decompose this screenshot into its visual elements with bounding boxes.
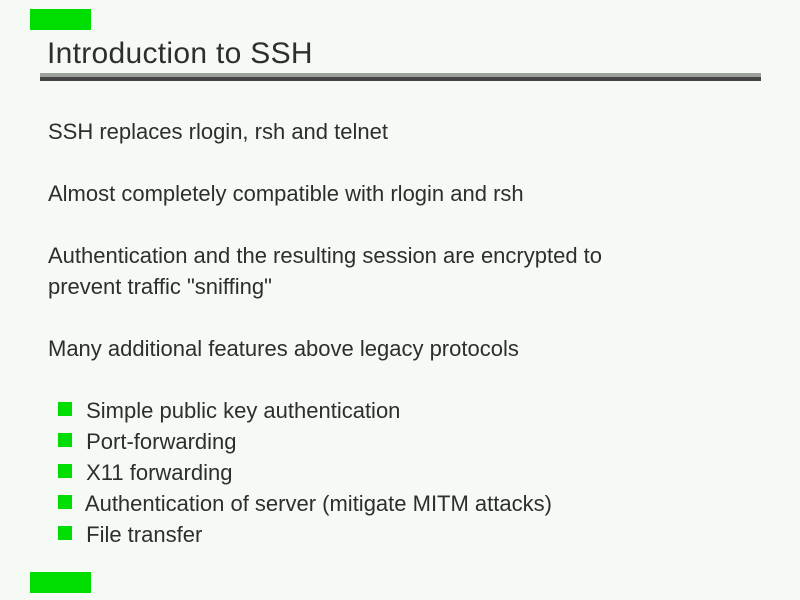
bullet-square-icon (58, 433, 72, 447)
paragraph (48, 178, 758, 209)
bullet-square-icon (58, 495, 72, 509)
slide-body (48, 116, 758, 550)
paragraph (48, 333, 758, 364)
bullet-square-icon (58, 464, 72, 478)
paragraph-line: Authentication and the resulting session are encrypted to (48, 243, 603, 268)
list-item (48, 426, 758, 457)
paragraph-line: Many additional features above legacy protocols (48, 336, 519, 361)
title-underline-rule (40, 73, 761, 81)
paragraph (48, 116, 758, 147)
list-item-label: File transfer (86, 522, 203, 547)
list-item (48, 457, 758, 488)
slide-title: Introduction to SSH (47, 37, 313, 70)
list-item (48, 395, 758, 426)
slide-accent-marker-top (30, 9, 91, 30)
slide-accent-marker-bottom (30, 572, 91, 593)
list-item-label: Simple public key authentication (86, 398, 401, 423)
paragraph (48, 240, 758, 302)
bullet-square-icon (58, 526, 72, 540)
list-item-label: Port-forwarding (86, 429, 237, 454)
bullet-square-icon (58, 402, 72, 416)
paragraph-line: Almost completely compatible with rlogin and rsh (48, 181, 524, 206)
list-item-label: X11 forwarding (86, 460, 233, 485)
paragraph-line: SSH replaces rlogin, rsh and telnet (48, 119, 388, 144)
list-item-label: Authentication of server (mitigate MITM attacks) (84, 491, 552, 516)
feature-list (48, 395, 758, 550)
paragraph-line: prevent traffic "sniffing" (48, 274, 272, 299)
list-item (48, 519, 758, 550)
list-item (48, 488, 758, 519)
